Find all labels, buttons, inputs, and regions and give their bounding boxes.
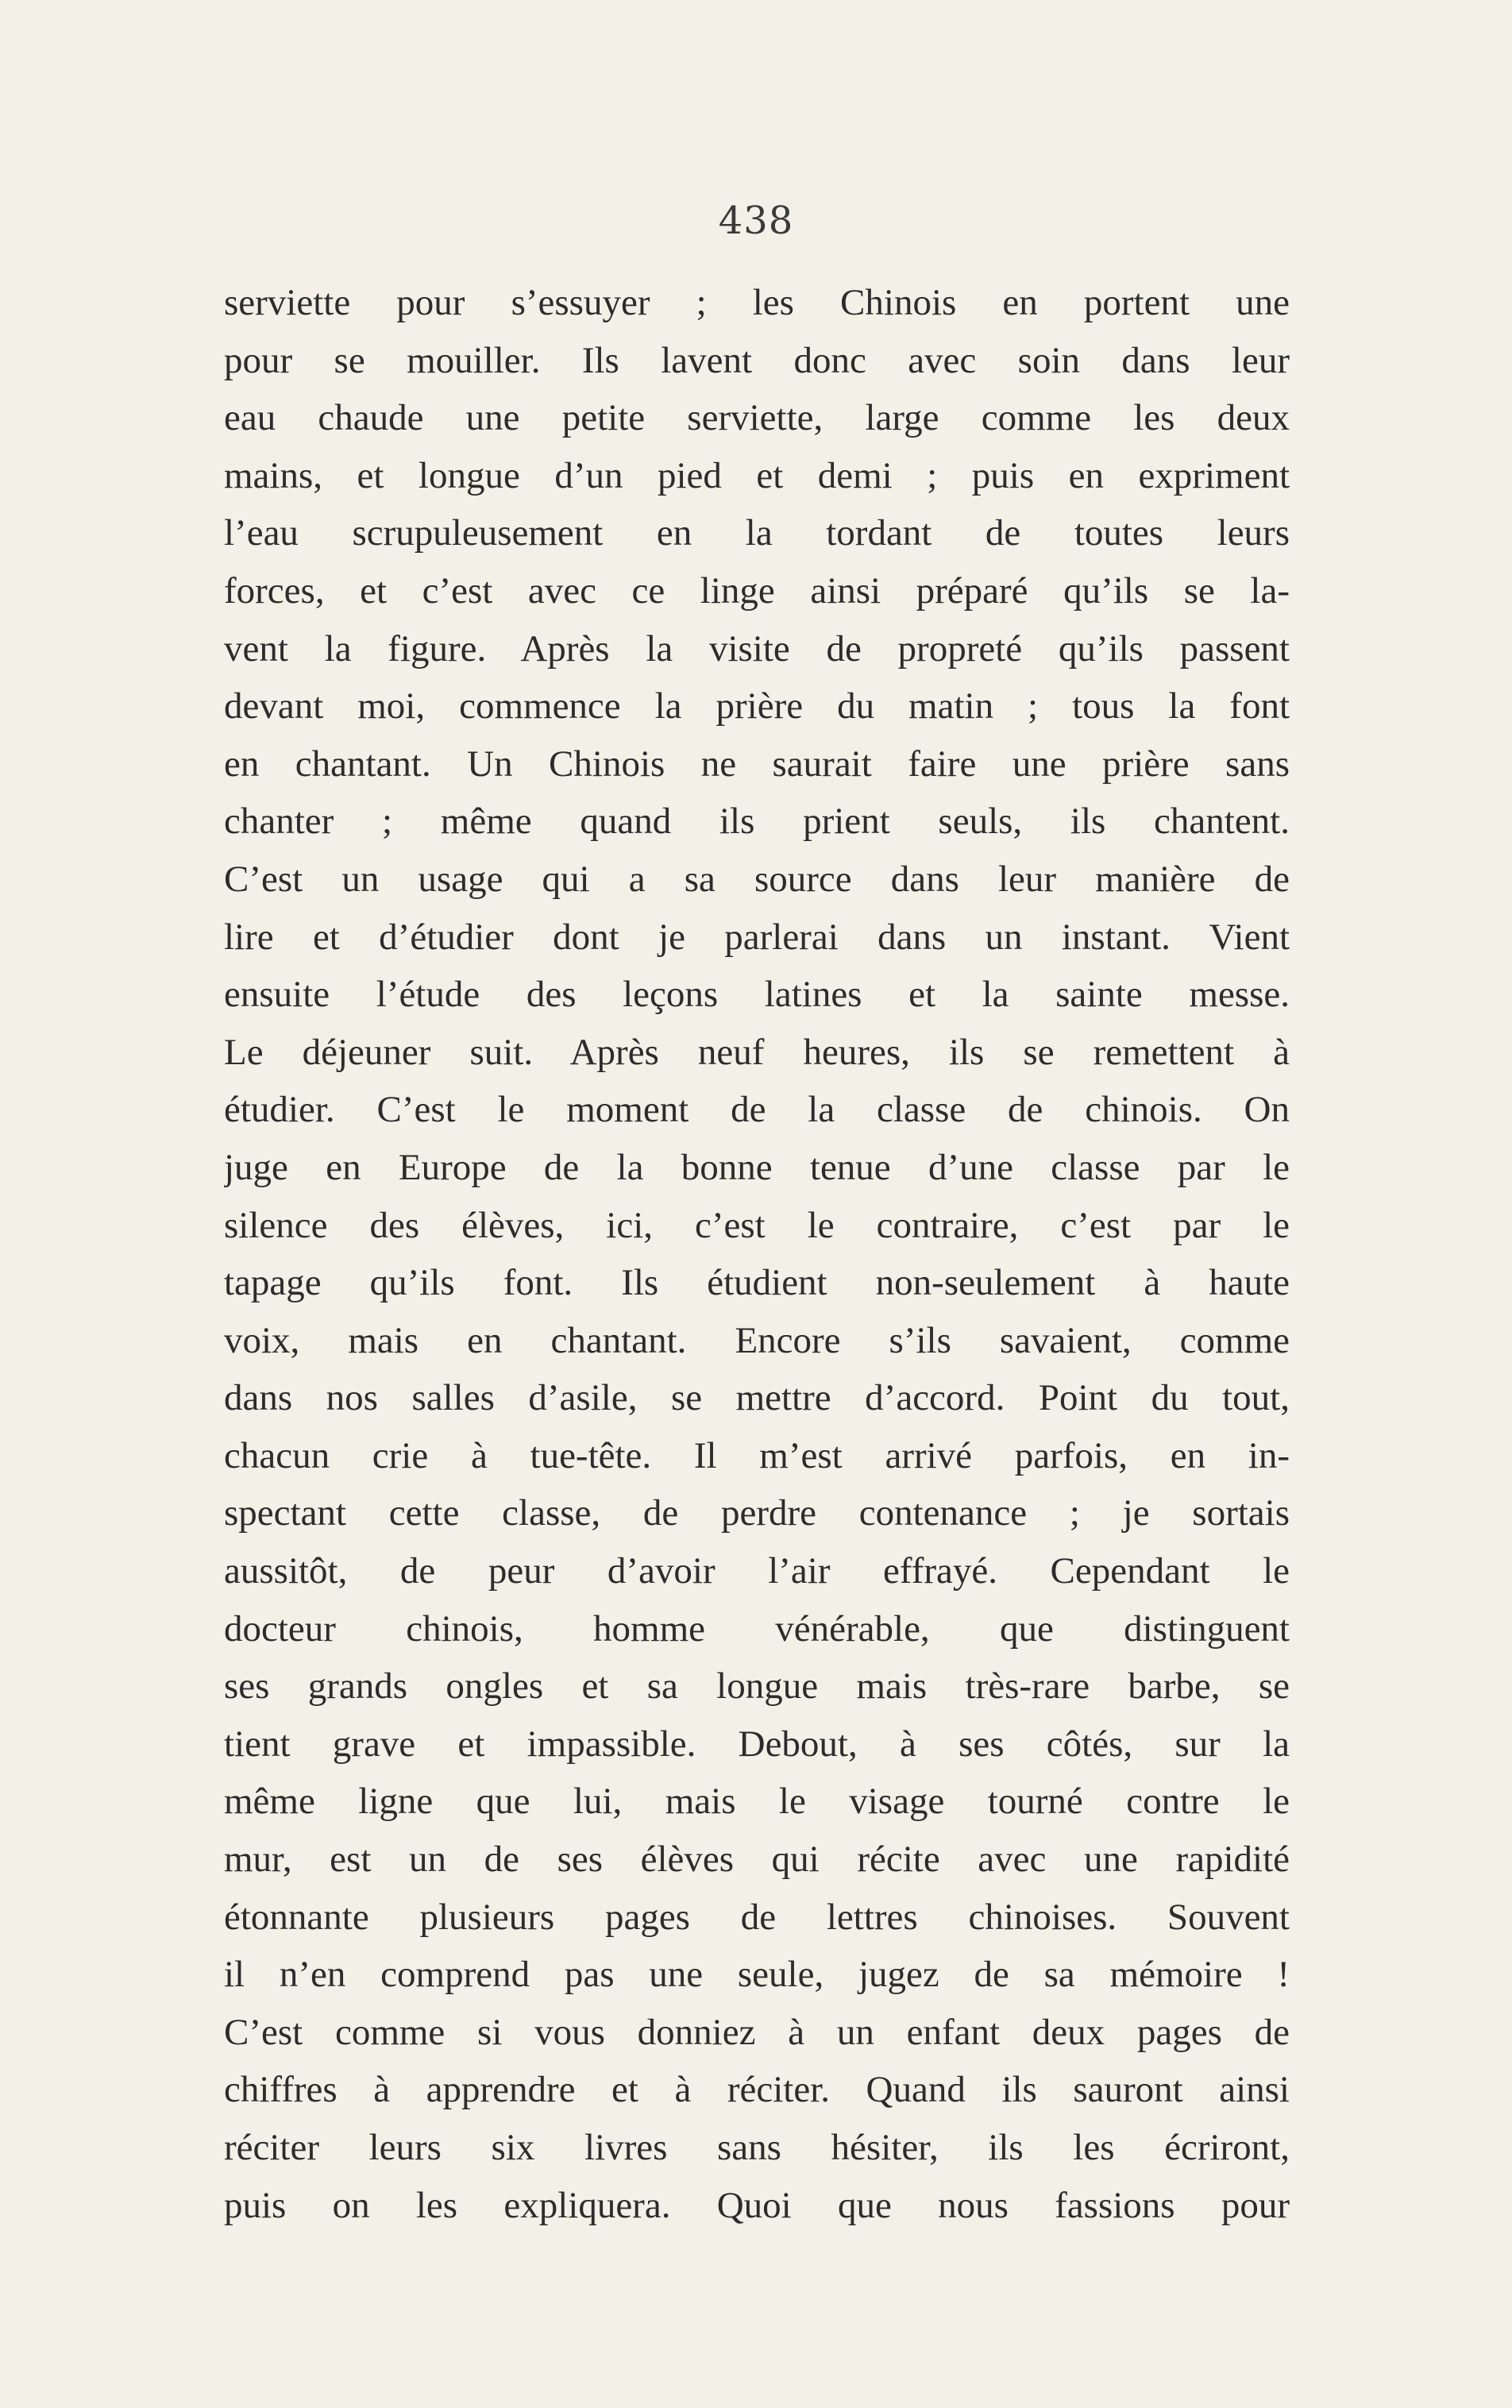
text-line: mur, est un de ses élèves qui récite avec une rapidité (224, 1839, 1290, 1881)
text-line: il n’en comprend pas une seule, jugez de sa mémoire ! (224, 1954, 1290, 1996)
text-line: docteur chinois, homme vénérable, que distinguent (224, 1607, 1290, 1650)
text-line: C’est comme si vous donniez à un enfant deux pages de (224, 2011, 1290, 2053)
text-line: tapage qu’ils font. Ils étudient non-seulement à haute (224, 1262, 1290, 1304)
text-line: chiffres à apprendre et à réciter. Quand ils sauront ainsi (224, 2069, 1290, 2111)
text-line: dans nos salles d’asile, se mettre d’accord. Point du tout, (224, 1377, 1290, 1419)
text-line: Le déjeuner suit. Après neuf heures, ils se remettent à (224, 1031, 1290, 1073)
text-line: forces, et c’est avec ce linge ainsi préparé qu’ils se la- (224, 569, 1290, 612)
text-line: C’est un usage qui a sa source dans leur manière de (224, 858, 1290, 900)
text-line: eau chaude une petite serviette, large comme les deux (224, 397, 1290, 439)
text-line: puis on les expliquera. Quoi que nous fassions pour (224, 2184, 1290, 2226)
page-number: 438 (718, 199, 794, 243)
text-line: l’eau scrupuleusement en la tordant de toutes leurs (224, 512, 1290, 554)
text-line: réciter leurs six livres sans hésiter, ils les écriront, (224, 2127, 1290, 2168)
text-line: tient grave et impassible. Debout, à ses côtés, sur la (224, 1723, 1290, 1765)
text-line: chanter ; même quand ils prient seuls, ils chantent. (224, 801, 1290, 843)
text-line: juge en Europe de la bonne tenue d’une classe par le (224, 1146, 1290, 1188)
text-line: en chantant. Un Chinois ne saurait faire une prière sans (224, 743, 1290, 785)
text-line: vent la figure. Après la visite de propreté qu’ils passent (224, 627, 1290, 670)
text-line: devant moi, commence la prière du matin ; tous la font (224, 685, 1290, 727)
text-line: étudier. C’est le moment de la classe de chinois. On (224, 1089, 1290, 1131)
text-line: voix, mais en chantant. Encore s’ils savaient, comme (224, 1319, 1290, 1361)
text-line: aussitôt, de peur d’avoir l’air effrayé. Cependant le (224, 1550, 1290, 1592)
text-line: serviette pour s’essuyer ; les Chinois en portent une (224, 282, 1290, 323)
text-line: mains, et longue d’un pied et demi ; puis en expriment (224, 454, 1290, 496)
text-line: lire et d’étudier dont je parlerai dans un instant. Vient (224, 916, 1290, 958)
body-text (224, 274, 1290, 2234)
text-line: ensuite l’étude des leçons latines et la sainte messe. (224, 974, 1290, 1016)
text-line: silence des élèves, ici, c’est le contraire, c’est par le (224, 1204, 1290, 1246)
text-line: même ligne que lui, mais le visage tourné contre le (224, 1781, 1290, 1823)
text-line: chacun crie à tue-tête. Il m’est arrivé parfois, en in- (224, 1434, 1290, 1476)
text-line: ses grands ongles et sa longue mais très-rare barbe, se (224, 1665, 1290, 1708)
text-line: étonnante plusieurs pages de lettres chinoises. Souvent (224, 1896, 1290, 1938)
text-line: spectant cette classe, de perdre contenance ; je sortais (224, 1492, 1290, 1534)
text-line: pour se mouiller. Ils lavent donc avec soin dans leur (224, 339, 1290, 381)
